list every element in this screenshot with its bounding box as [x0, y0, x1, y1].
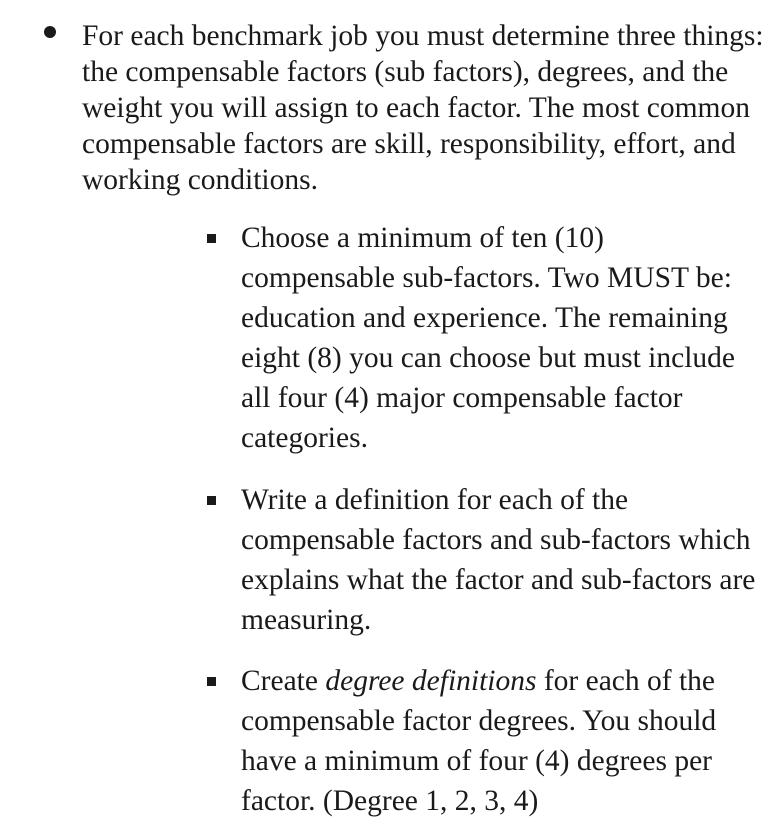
sub-bullet-text-3	[241, 661, 761, 821]
sub-bullet-square-1	[207, 234, 216, 243]
sub-bullet-text-2: Write a definition for each of the compensable factors and sub-factors which explains what the factor and sub-factors are measuring.	[241, 484, 756, 636]
sub-bullet-square-3	[207, 677, 216, 686]
main-bullet-dot	[44, 26, 56, 38]
sub-bullet-square-2	[207, 496, 216, 505]
sub-bullet-text-1: Choose a minimum of ten (10) compensable sub-factors. Two MUST be: education and experience. The remaining eight (8) you can choose but must include all four (4) major compensable factor categories.	[241, 222, 736, 454]
sub-bullet-text-3-after: for each of the compensable factor degrees. You should have a minimum of four (4) degrees per factor. (Degree 1, 2, 3, 4)	[241, 665, 717, 817]
main-bullet-text: For each benchmark job you must determine three things: the compensable factors (sub factors), degrees, and the weight you will assign to each factor. The most common compensable factors are skill, responsibility, effort, and working conditions.	[82, 20, 764, 196]
degree-definitions-emphasis: degree definitions	[325, 665, 537, 697]
sub-bullet-text-3-before: Create	[241, 665, 326, 697]
